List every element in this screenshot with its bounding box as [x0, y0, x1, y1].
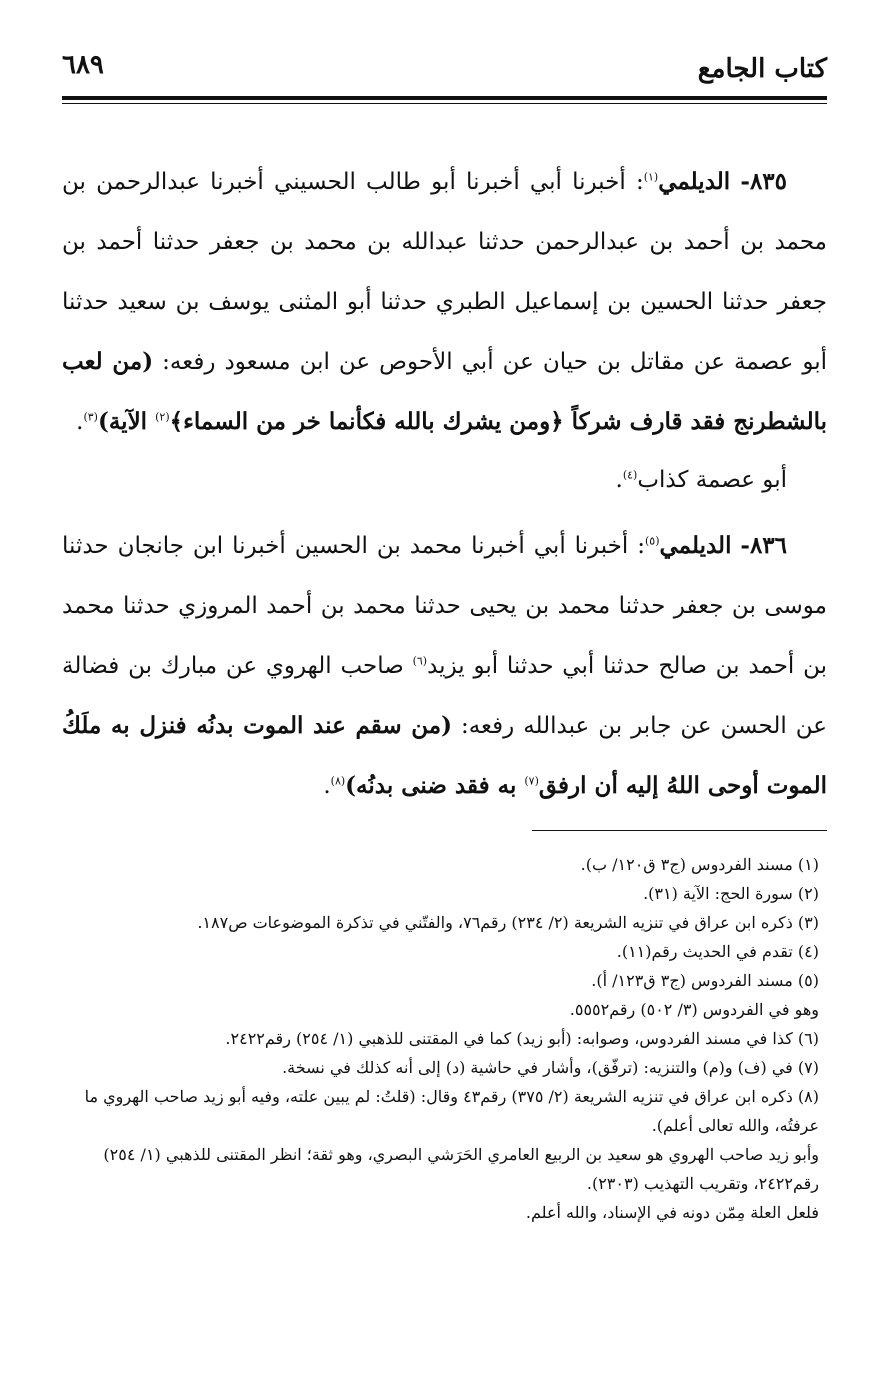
isnad-text: صاحب الهروي عن مبارك بن فضالة عن الحسن عن جابر بن عبدالله رفعه:: [62, 653, 827, 739]
footnote-5: (٥) مسند الفردوس (ج٣ ق١٢٣/ أ).: [591, 971, 819, 990]
footnote-5-continued: وهو في الفردوس (٣/ ٥٠٢) رقم٥٥٥٢.: [569, 1000, 819, 1019]
footnote-ref: (٤): [622, 468, 638, 482]
page-number: ٦٨٩: [62, 50, 104, 80]
hadith-entry-835: [62, 152, 827, 452]
footnote-8-continued: وأبو زيد صاحب الهروي هو سعيد بن الربيع العامري الحَرَشي البصري، وهو ثقة؛ انظر المقتنى للذهبي (١/ ٢٥٤) رقم٢٤٢٢، وتقريب التهذيب (٢٣٠٣).: [103, 1145, 819, 1193]
isnad-text: : أخبرنا أبي أخبرنا أبو طالب الحسيني أخبرنا عبدالرحمن بن محمد بن أحمد بن عبدالرحمن حدثنا عبدالله بن محمد بن جعفر حدثنا أحمد بن جعفر حدثنا الحسين بن إسماعيل الطبري حدثنا أبو المثنى يوسف بن سعيد حدثنا أبو عصمة عن مقاتل بن حيان عن أبي الأحوص عن ابن مسعود رفعه:: [62, 169, 828, 375]
footnote-ref: (٢): [155, 410, 170, 424]
hadith-matn: (من سقم عند الموت بدنُه فنزل به ملَكُ الموت أوحى اللهُ إليه أن ارفق: [62, 712, 827, 799]
footnote-6: (٦) كذا في مسند الفردوس، وصوابه: (أبو زيد) كما في المقتنى للذهبي (١/ ٢٥٤) رقم٢٤٢٢.: [225, 1029, 819, 1048]
hadith-entry-836: [62, 516, 827, 816]
hadith-matn-tail: به فقد ضنى بدنُه): [345, 772, 525, 799]
footnote-ref: (٨): [330, 774, 346, 788]
hadith-matn: (من لعب بالشطرنج فقد قارف شركاً ﴿ومن يشرك بالله فكأنما خر من السماء﴾: [62, 348, 827, 435]
isnad-text: : أخبرنا أبي أخبرنا محمد بن الحسين أخبرنا ابن جانجان حدثنا موسى بن جعفر حدثنا محمد بن يحيى حدثنا محمد بن أحمد المروزي حدثنا محمد بن أحمد بن صالح حدثنا أبي حدثنا أبو يزيد: [62, 533, 827, 679]
main-text: [62, 152, 827, 816]
footnote-8: (٨) ذكره ابن عراق في تنزيه الشريعة (٢/ ٣٧٥) رقم٤٣ وقال: (قلتُ: لم يبين علته، وفيه أبو زيد صاحب الهروي ما عرفتُه، والله تعالى أعلم).: [84, 1087, 819, 1135]
footnote-1: (١) مسند الفردوس (ج٣ ق١٢٠/ ب).: [580, 855, 819, 874]
end-punct: .: [323, 773, 331, 799]
end-punct: .: [76, 409, 84, 435]
footnote-ref: (١): [643, 170, 659, 184]
running-title: كتاب الجامع: [697, 54, 827, 84]
footnote-2: (٢) سورة الحج: الآية (٣١).: [643, 884, 819, 903]
page-header: [62, 46, 827, 92]
entry-source: الديلمي: [658, 168, 731, 195]
footnote-ref: (٣): [83, 410, 98, 424]
footnotes: [62, 850, 827, 1227]
header-rule-thick: [62, 96, 827, 100]
footnote-ref: (٥): [644, 534, 660, 548]
footnote-ref: (٧): [524, 774, 539, 788]
narrator-note: [62, 452, 827, 508]
book-page: [62, 0, 827, 1391]
footnote-ref: (٦): [412, 654, 428, 668]
footnote-3: (٣) ذكره ابن عراق في تنزيه الشريعة (٢/ ٢٣٤) رقم٧٦، والفتّني في تذكرة الموضوعات ص١٨٧.: [197, 913, 819, 932]
note-text: أبو عصمة كذاب: [637, 467, 787, 493]
footnote-4: (٤) تقدم في الحديث رقم(١١).: [616, 942, 819, 961]
footnote-separator: [532, 830, 827, 831]
footnote-7: (٧) في (ف) و(م) والتنزيه: (ترفّق)، وأشار في حاشية (د) إلى أنه كذلك في نسخة.: [282, 1058, 819, 1077]
entry-number: ٨٣٥-: [740, 168, 788, 195]
entry-source: الديلمي: [659, 532, 732, 559]
hadith-matn-tail: الآية): [97, 408, 156, 435]
header-rule-thin: [62, 103, 827, 104]
end-punct: .: [615, 467, 623, 493]
entry-number: ٨٣٦-: [740, 532, 788, 559]
footnote-8-conclusion: فلعل العلة مِمّن دونه في الإسناد، والله أعلم.: [525, 1203, 819, 1222]
